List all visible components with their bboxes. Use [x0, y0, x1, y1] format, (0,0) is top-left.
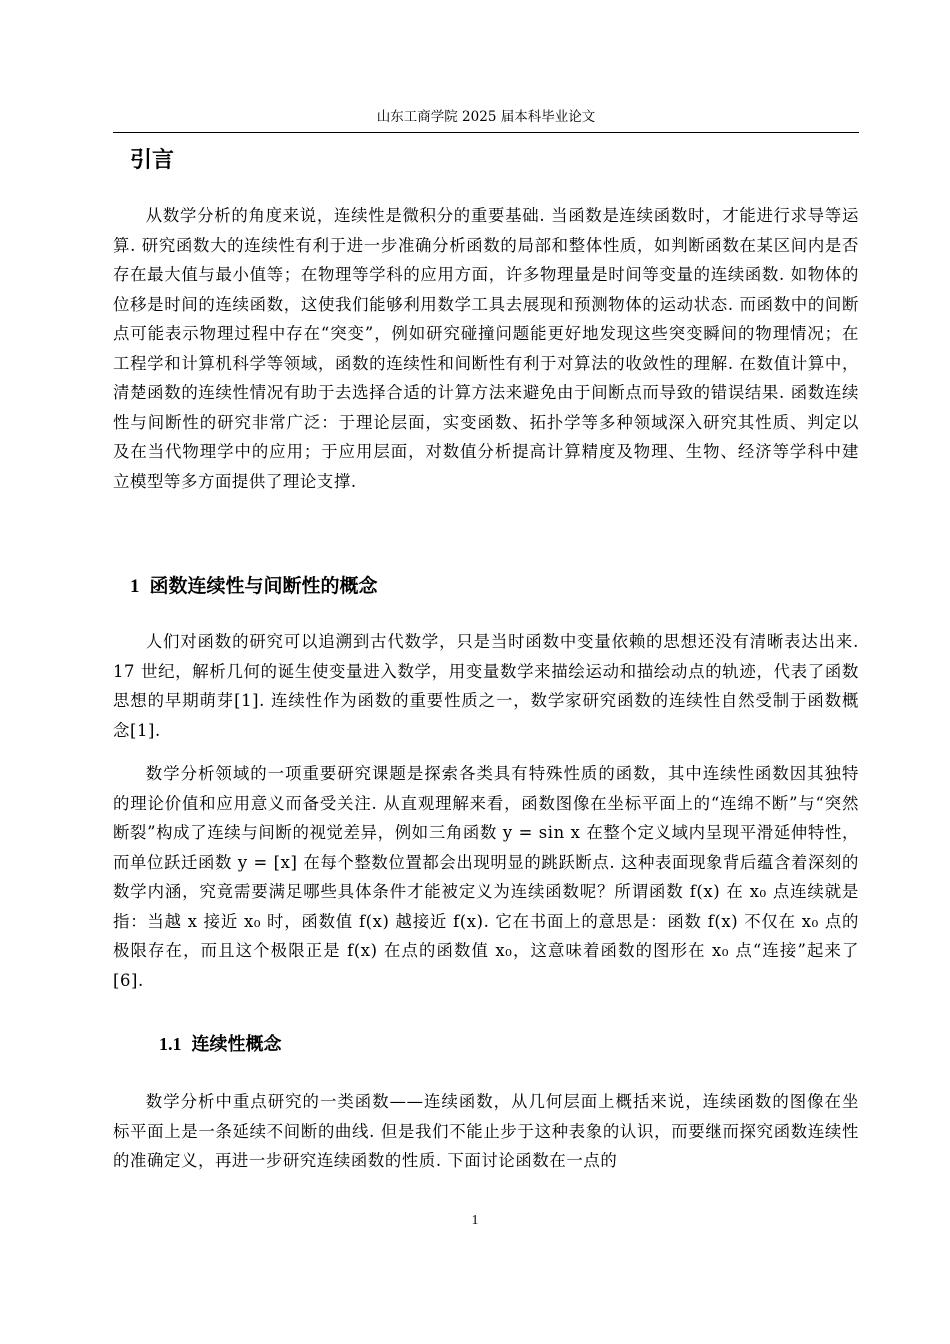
running-header: 山东工商学院 2025 届本科毕业论文 [376, 109, 596, 125]
intro-paragraph: 从数学分析的角度来说，连续性是微积分的重要基础. 当函数是连续函数时，才能进行求导等运算. 研究函数大的连续性有利于进一步准确分析函数的局部和整体性质，如判断函数在某区间内是否存在最大值与最小值等；在物理等学科的应用方面，许多物理量是时间等变量的连续函数. 如物体的位移是时间的连续函数，这使我们能够利用数学工具去展现和预测物体的运动状态. 而函数中的间断点可能表示物理过程中存在“突变”，例如研究碰撞问题能更好地发现这些突变瞬间的物理情况；在工程学和计算机科学等领域，函数的连续性和间断性有利于对算法的收敛性的理解. 在数值计算中，清楚函数的连续性情况有助于去选择合适的计算方法来避免由于间断点而导致的错误结果. 函数连续性与间断性的研究非常广泛：于理论层面，实变函数、拓扑学等多种领域深入研究其性质、判定以及在当代物理学中的应用；于应用层面，对数值分析提高计算精度及物理、生物、经济等学科中建立模型等多方面提供了理论支撑. [113, 206, 859, 491]
section-number: 1 [130, 576, 140, 597]
section-title: 函数连续性与间断性的概念 [149, 575, 378, 597]
section-1-paragraph-2: 数学分析领域的一项重要研究课题是探索各类具有特殊性质的函数，其中连续性函数因其独特的理论价值和应用意义而备受关注. 从直观理解来看，函数图像在坐标平面上的“连绵不断”与“突然断裂”构成了连续与间断的视觉差异，例如三角函数 y = sin x 在整个定义域内呈现平滑延伸特性，而单位跃迁函数 y = [x] 在每个整数位置都会出现明显的跳跃断点. 这种表面现象背后蕴含着深刻的数学内涵，究竟需要满足哪些具体条件才能被定义为连续函数呢？所谓函数 f(x) 在 x₀ 点连续就是指：当越 x 接近 x₀ 时，函数值 f(x) 越接近 f(x). 它在书面上的意思是：函数 f(x) 不仅在 x₀ 点的极限存在，而且这个极限正是 f(x) 在点的函数值 x₀，这意味着函数的图形在 x₀ 点“连接”起来了[6]. [113, 764, 859, 990]
subsection-title: 连续性概念 [191, 1034, 282, 1055]
intro-heading: 引言 [130, 148, 175, 173]
subsection-number: 1.1 [159, 1034, 182, 1054]
section-1-paragraph-1: 人们对函数的研究可以追溯到古代数学，只是当时函数中变量依赖的思想还没有清晰表达出来. 17 世纪，解析几何的诞生使变量进入数学，用变量数学来描绘运动和描绘动点的轨迹，代表了函数思想的早期萌芽[1]. 连续性作为函数的重要性质之一，数学家研究函数的连续性自然受制于函数概念[1]. [113, 632, 859, 740]
page-number: 1 [471, 1212, 479, 1227]
header-rule [113, 132, 859, 133]
section-1-1-paragraph-1: 数学分析中重点研究的一类函数——连续函数，从几何层面上概括来说，连续函数的图像在坐标平面上是一条延续不间断的曲线. 但是我们不能止步于这种表象的认识，而要继而探究函数连续性的准确定义，再进一步研究连续函数的性质. 下面讨论函数在一点的 [113, 1092, 859, 1170]
section-1-heading [130, 572, 378, 601]
section-1-1-heading [159, 1030, 282, 1059]
